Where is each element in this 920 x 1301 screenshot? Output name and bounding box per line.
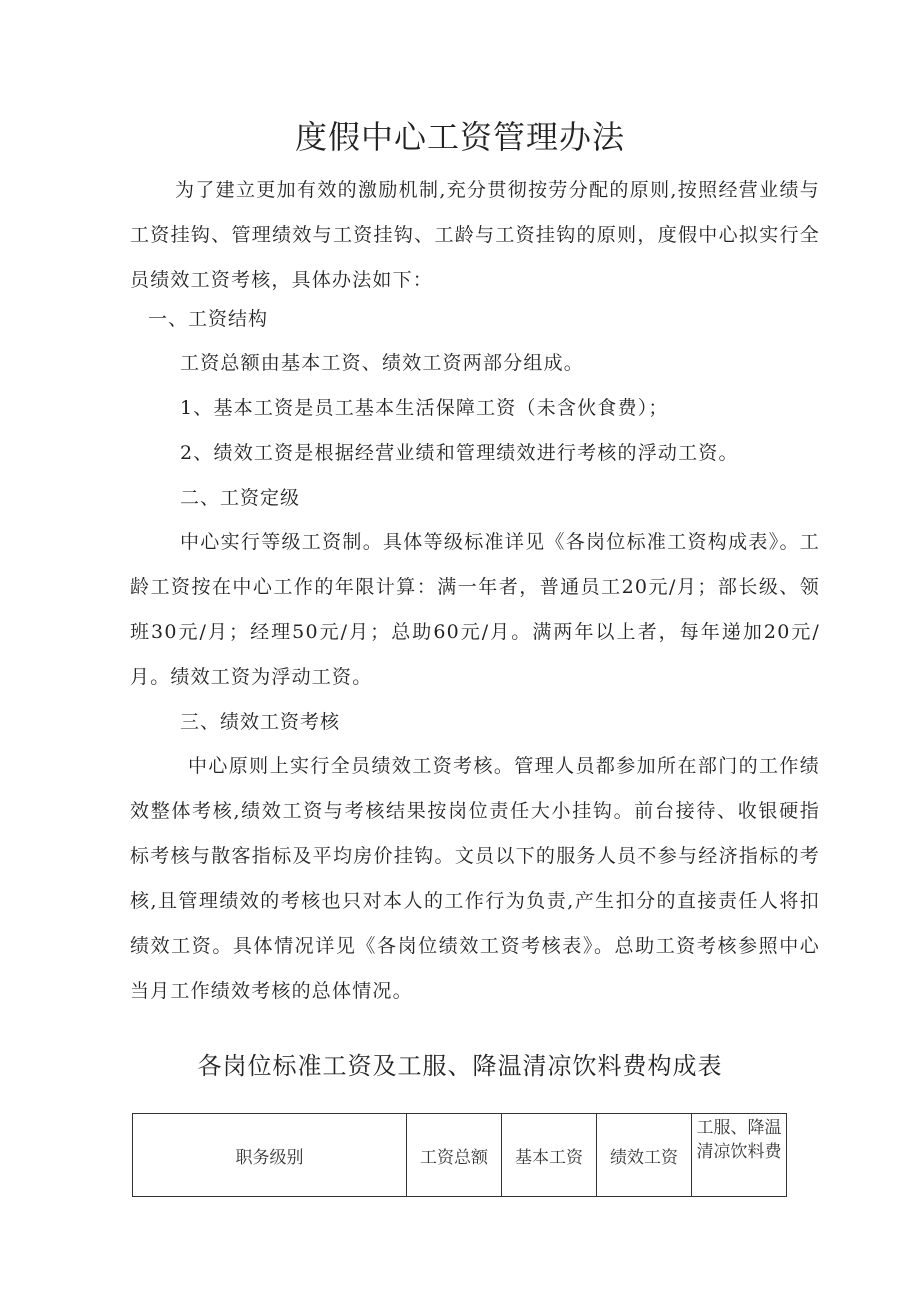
section-paragraph: 中心实行等级工资制。具体等级标准详见《各岗位标准工资构成表》。工龄工资按在中心工作的年限计算：满一年者，普通员工20元/月；部长级、领班30元/月；经理50元/月；总助60元/月。满两年以上者，每年递加20元/月。绩效工资为浮动工资。: [130, 531, 820, 688]
section-paragraph: 中心原则上实行全员绩效工资考核。管理人员都参加所在部门的工作绩效整体考核,绩效工资与考核结果按岗位责任大小挂钩。前台接待、收银硬指标考核与散客指标及平均房价挂钩。文员以下的服务人员不参与经济指标的考核,且管理绩效的考核也只对本人的工作行为负责,产生扣分的直接责任人将扣绩效工资。具体情况详见《各岗位绩效工资考核表》。总助工资考核参照中心当月工作绩效考核的总体情况。: [130, 755, 820, 1002]
table-header-cell: 工服、降温清凉饮料费: [692, 1114, 787, 1197]
section-heading: 二、工资定级: [180, 487, 301, 509]
intro-paragraph: 为了建立更加有效的激励机制,充分贯彻按劳分配的原则,按照经营业绩与工资挂钩、管理绩效与工资挂钩、工龄与工资挂钩的原则，度假中心拟实行全员绩效工资考核，具体办法如下：: [130, 179, 820, 291]
table-header-row: [133, 1114, 787, 1197]
table-header-cell: 职务级别: [133, 1114, 407, 1197]
section-line: 1、基本工资是员工基本生活保障工资（未含伙食费）；: [180, 397, 669, 419]
table-header-cell: 绩效工资: [597, 1114, 692, 1197]
table-header-cell: 工资总额: [407, 1114, 502, 1197]
page-title: 度假中心工资管理办法: [294, 118, 625, 156]
table-title: 各岗位标准工资及工服、降温清凉饮料费构成表: [197, 1052, 723, 1080]
section-heading: 一、工资结构: [148, 308, 269, 330]
section-heading: 三、绩效工资考核: [180, 711, 341, 733]
section-line: 工资总额由基本工资、绩效工资两部分组成。: [180, 352, 585, 374]
section-line: 2、绩效工资是根据经营业绩和管理绩效进行考核的浮动工资。: [180, 442, 739, 464]
table-header-cell: 基本工资: [502, 1114, 597, 1197]
wage-table: [132, 1113, 787, 1197]
